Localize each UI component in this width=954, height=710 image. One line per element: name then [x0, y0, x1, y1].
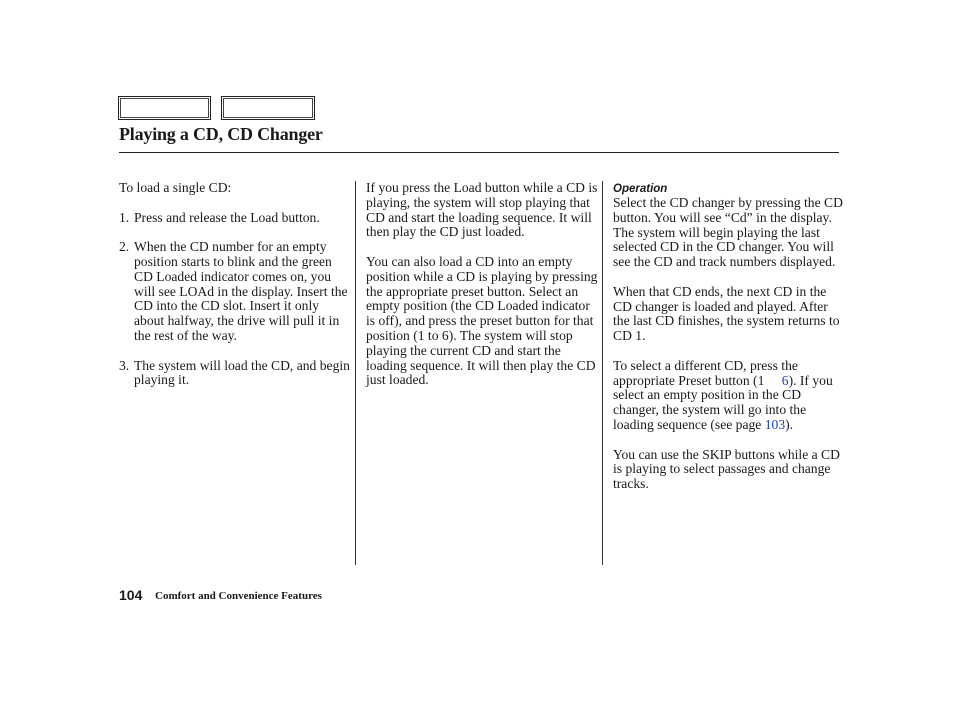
paragraph: Select the CD changer by pressing the CD button. You will see “Cd” in the display. The system will begin playing the last selected CD in the CD changer. You will see the CD and track numbers displayed.: [613, 195, 843, 270]
step-number: 2.: [119, 239, 130, 255]
step-number: 3.: [119, 357, 130, 373]
paragraph: You can use the SKIP buttons while a CD is playing to select passages and change tracks.: [613, 446, 840, 492]
page-title: Playing a CD, CD Changer: [119, 124, 323, 144]
step-number: 1.: [119, 209, 130, 225]
step-text: Press and release the Load button.: [134, 209, 320, 225]
paragraph: You can also load a CD into an empty position while a CD is playing by pressing the appropriate preset button. Select an empty position (the CD Loaded indicator is off), and press the preset button for that position (1 to 6). The system will stop playing the current CD and start the loading sequence. It will then play the CD just loaded.: [366, 253, 598, 388]
list-item: [119, 240, 351, 344]
paragraph: [613, 359, 843, 433]
list-item: [119, 359, 351, 389]
column-loading-while-playing: [366, 181, 598, 403]
paragraph: When that CD ends, the next CD in the CD changer is loaded and played. After the last CD finishes, the system returns to CD 1.: [613, 283, 840, 344]
paragraph: If you press the Load button while a CD is playing, the system will stop playing that CD and start the loading sequence. It will then play the CD just loaded.: [366, 180, 598, 240]
paragraph-text: ).: [785, 416, 794, 432]
step-text: When the CD number for an empty position starts to blink and the green CD Loaded indicator comes on, you will see LOAd in the display. Insert the CD into the CD slot. Insert it only about halfway, the drive will pull it in the rest of the way.: [134, 239, 348, 343]
preset-6-link[interactable]: 6: [781, 372, 789, 388]
operation-heading: Operation: [613, 183, 668, 195]
title-rule: [119, 152, 839, 153]
list-item: [119, 211, 351, 226]
intro-text: To load a single CD:: [119, 180, 232, 195]
column-operation: [613, 181, 843, 507]
column-divider: [602, 181, 603, 565]
column-load-single-cd: [119, 181, 351, 403]
main-menu-button[interactable]: [118, 96, 211, 120]
index-button[interactable]: [221, 96, 315, 120]
page-103-link[interactable]: 103: [764, 416, 786, 432]
section-name: Comfort and Convenience Features: [155, 590, 322, 602]
step-text: The system will load the CD, and begin playing it.: [134, 357, 350, 388]
page-number: 104: [119, 587, 143, 603]
paragraph-text: ). If you select an empty position in the CD changer, the system will go into the loading sequence (see page: [613, 372, 833, 432]
paragraph-text: To select a different CD, press the appropriate Preset button (1: [613, 357, 798, 388]
column-divider: [355, 181, 356, 565]
